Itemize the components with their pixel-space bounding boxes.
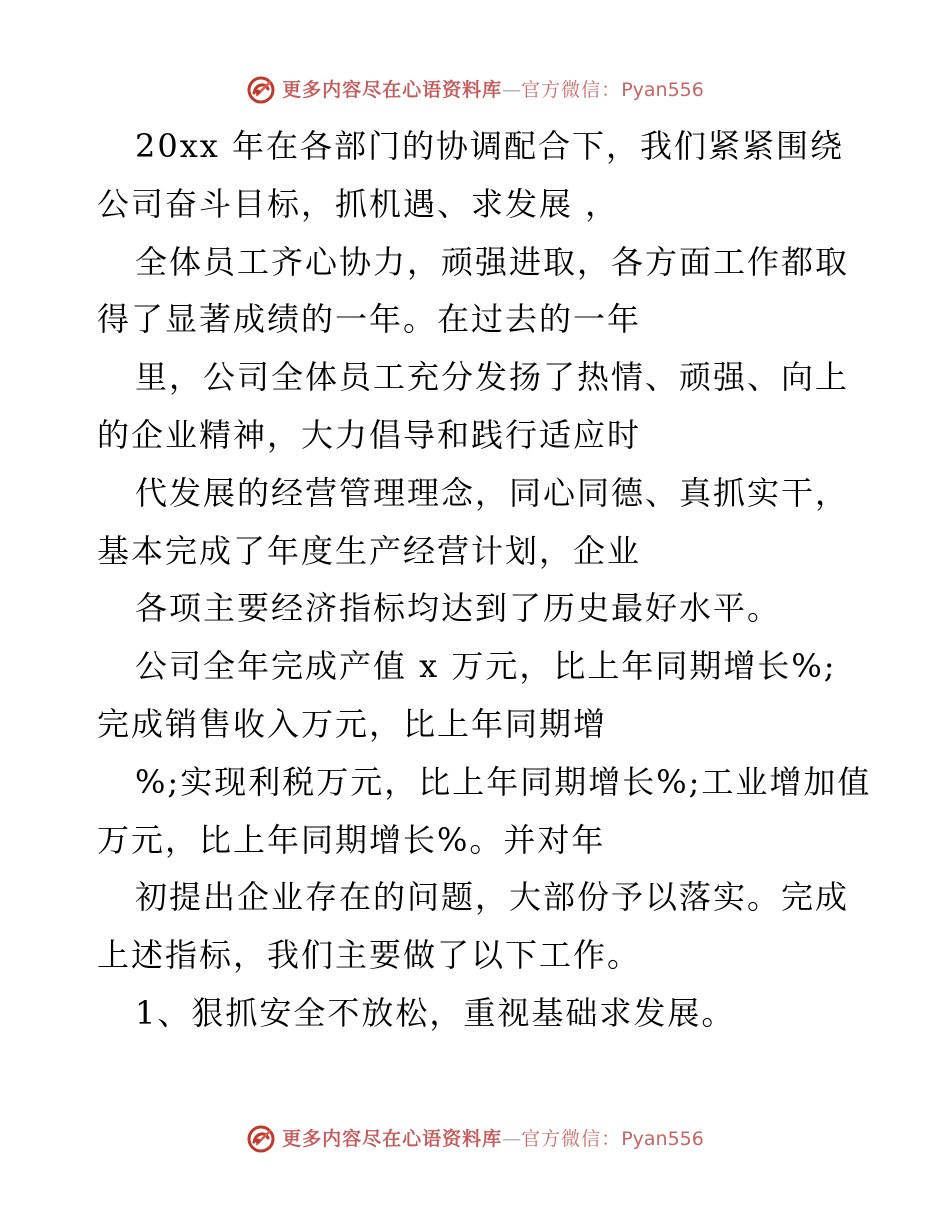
body-line: 基本完成了年度生产经营计划，企业: [97, 531, 642, 570]
body-line: 里，公司全体员工充分发扬了热情、顽强、向上: [135, 358, 850, 397]
banner-main-text: 更多内容尽在心语资料库: [282, 1128, 503, 1150]
body-line: 20xx 年在各部门的协调配合下，我们紧紧围绕: [135, 127, 844, 165]
body-line: 各项主要经济指标均达到了历史最好水平。: [135, 589, 782, 628]
banner-separator: —: [502, 79, 522, 101]
body-line: 公司奋斗目标，抓机遇、求发展 ，: [97, 184, 620, 223]
banner-wechat-id: Pyan556: [621, 79, 704, 101]
banner-wechat-label: 官方微信：: [521, 1128, 622, 1150]
footer-banner: [0, 1121, 950, 1157]
banner-wechat-label: 官方微信：: [521, 79, 622, 101]
document-body: [97, 118, 872, 1043]
body-line: 代发展的经营管理理念，同心同德、真抓实干，: [135, 473, 850, 512]
body-line: 上述指标，我们主要做了以下工作。: [97, 936, 642, 975]
banner-wechat-id: Pyan556: [621, 1128, 704, 1150]
body-line: %;实现利税万元，比上年同期增长%;工业增加值: [135, 762, 872, 801]
red-swirl-logo-icon: [246, 1124, 276, 1154]
banner-main-text: 更多内容尽在心语资料库: [282, 79, 503, 101]
body-line: 公司全年完成产值 x 万元，比上年同期增长%;: [135, 647, 837, 686]
red-swirl-logo-icon: [246, 75, 276, 105]
body-line: 得了显著成绩的一年。在过去的一年: [97, 300, 642, 339]
body-line: 1、狠抓安全不放松，重视基础求发展。: [135, 993, 736, 1032]
body-line: 的企业精神，大力倡导和践行适应时: [97, 415, 642, 454]
body-line: 完成销售收入万元，比上年同期增: [97, 704, 608, 743]
header-banner: [0, 72, 950, 108]
body-line: 万元，比上年同期增长%。并对年: [97, 820, 606, 859]
body-line: 初提出企业存在的问题，大部份予以落实。完成: [135, 878, 850, 917]
banner-separator: —: [502, 1128, 522, 1150]
body-line: 全体员工齐心协力，顽强进取，各方面工作都取: [135, 242, 850, 281]
